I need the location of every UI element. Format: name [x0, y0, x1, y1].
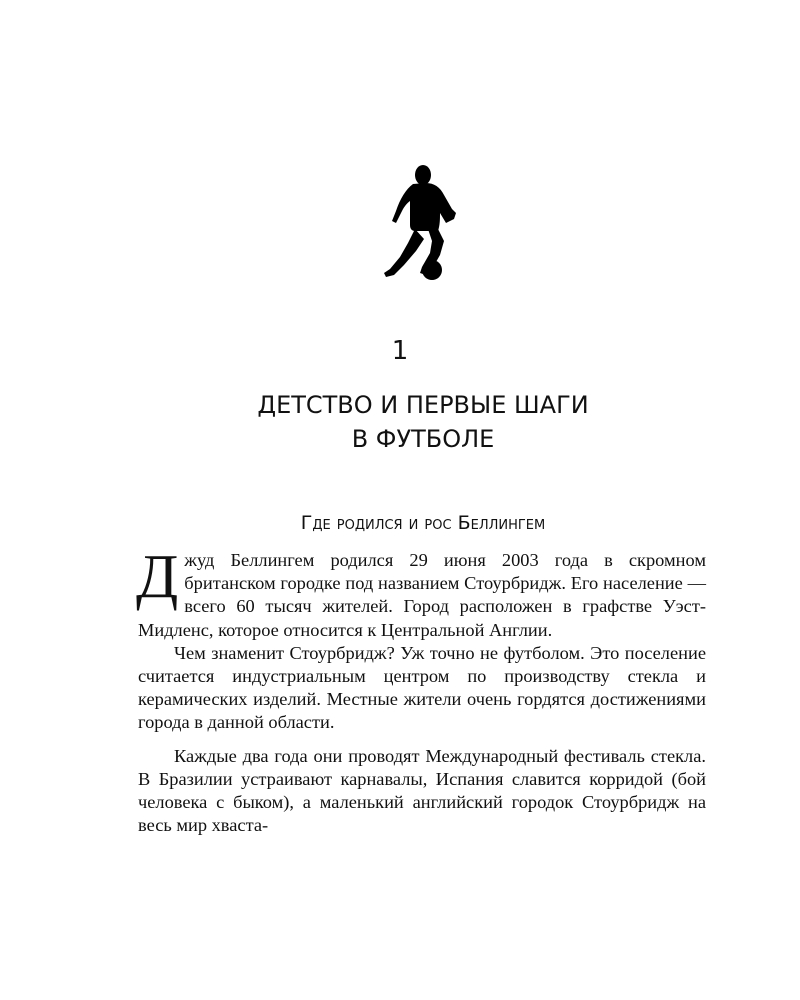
paragraph-1	[136, 543, 706, 642]
chapter-title	[0, 388, 800, 456]
paragraph-1-text: жуд Беллингем родился 29 июня 2003 года в скромном британском городке под названием Стоурбридж. Его население — всего 60 тысяч жителей. Город расположен в графстве Уэст-Мидленс, которое относится к Центральной Англии.	[138, 550, 706, 640]
drop-cap: Д	[136, 543, 179, 611]
chapter-title-line-2: В ФУТБОЛЕ	[351, 425, 495, 453]
paragraph-3: Каждые два года они проводят Международный фестиваль стекла. В Бразилии устраивают карнавалы, Испания славится корридой (бой человека с быком), а маленький английский городок Стоурбридж на весь мир хваста-	[138, 745, 706, 836]
body-text	[136, 543, 706, 837]
section-title: Где родился и рос Беллингем	[300, 512, 546, 534]
chapter-number: 1	[391, 336, 409, 366]
football-player-silhouette-icon	[380, 163, 468, 281]
chapter-title-line-1: ДЕТСТВО И ПЕРВЫЕ ШАГИ	[257, 391, 589, 419]
paragraph-2: Чем знаменит Стоурбридж? Уж точно не футболом. Это поселение считается индустриальным центром по производству стекла и керамических изделий. Местные жители очень гордятся достижениями города в данной области.	[138, 642, 706, 733]
